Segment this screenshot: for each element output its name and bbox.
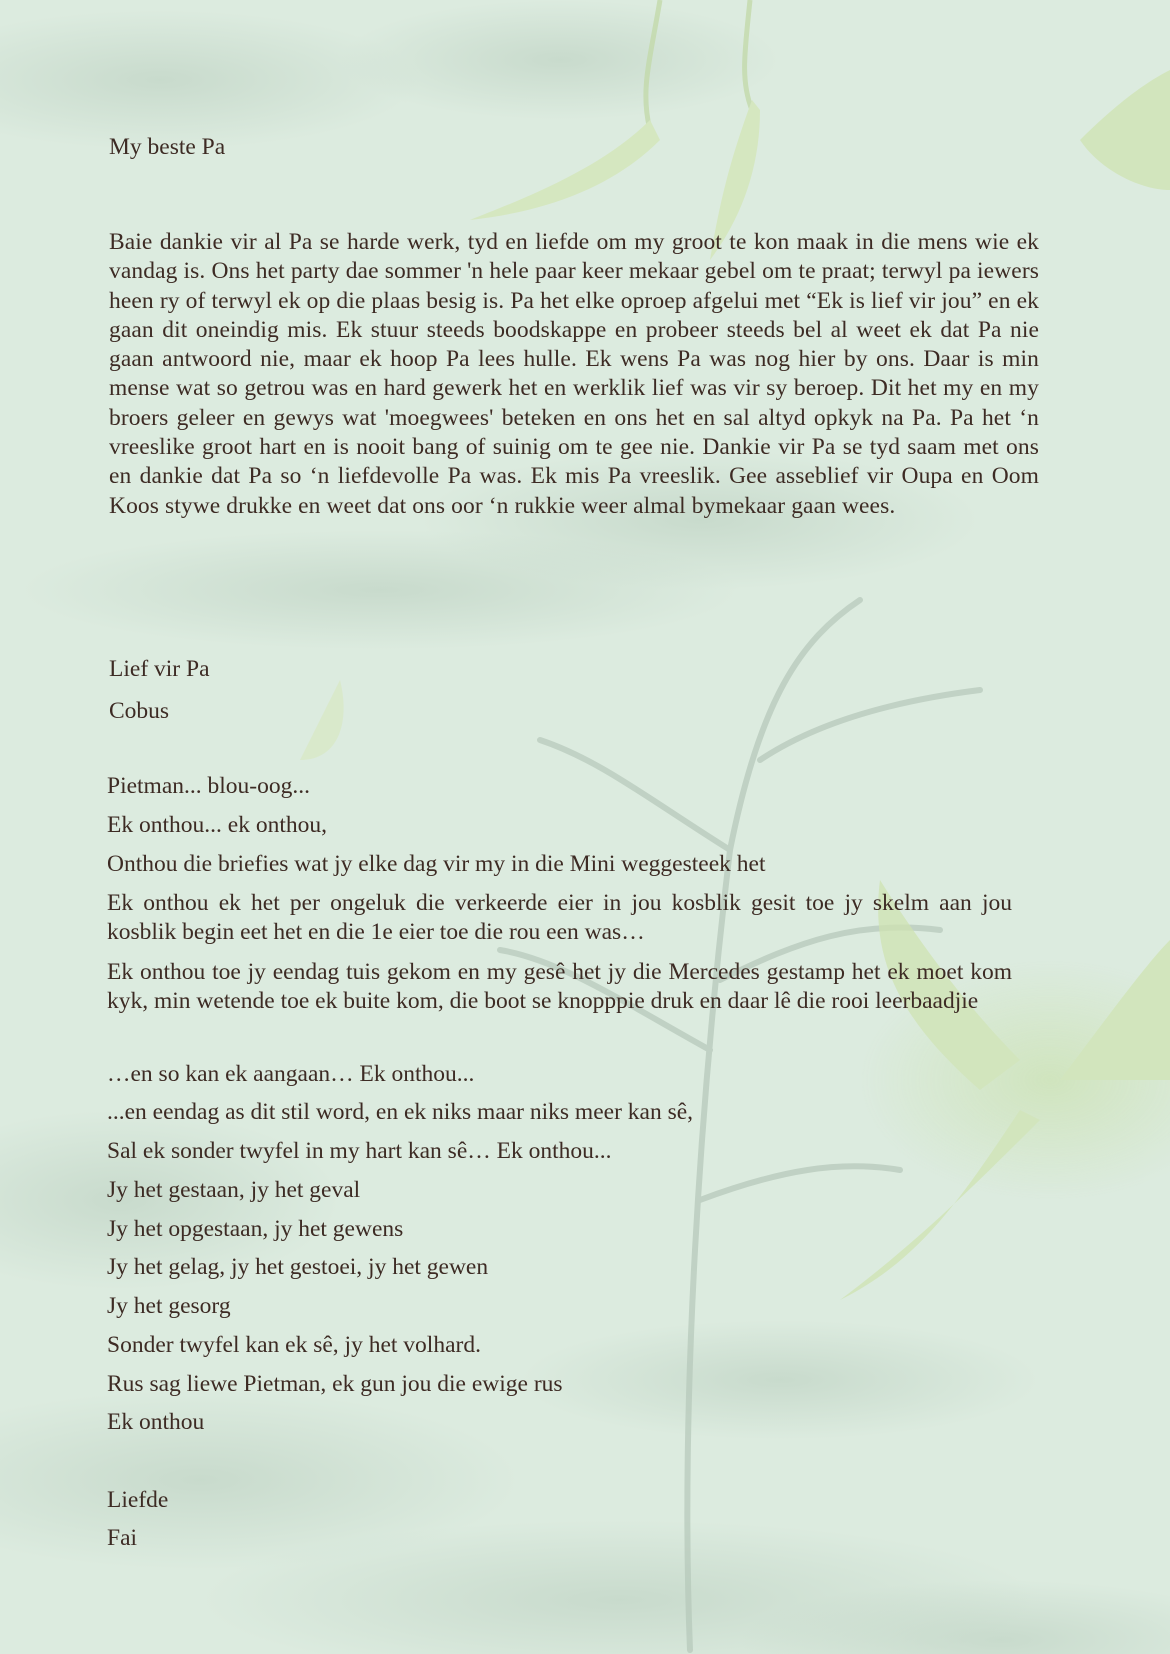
poem-line: Jy het gestaan, jy het geval bbox=[107, 1177, 361, 1203]
letter1-closing: Lief vir Pa bbox=[109, 656, 210, 682]
poem-line: Jy het gesorg bbox=[107, 1293, 231, 1319]
letter1-body: Baie dankie vir al Pa se harde werk, tyd en liefde om my groot te kon maak in die mens wie ek vandag is. Ons het party dae sommer 'n hele paar keer mekaar gebel om te praat; terwyl pa iewers heen ry of terwyl ek op die plaas besig is. Pa het elke oproep afgelui met “Ek is lief vir jou” en ek gaan dit oneindig mis. Ek stuur steeds boodskappe en probeer steeds bel al weet ek dat Pa nie gaan antwoord nie, maar ek hoop Pa lees hulle. Ek wens Pa was nog hier by ons. Daar is min mense wat so getrou was en hard gewerk het en werklik lief was vir sy beroep. Dit het my en my broers geleer en gewys wat 'moegwees' beteken en ons het en sal altyd opkyk na Pa. Pa het ‘n vreeslike groot hart en is nooit bang of suinig om te gee nie. Dankie vir Pa se tyd saam met ons en dankie dat Pa so ‘n liefdevolle Pa was. Ek mis Pa vreeslik. Gee asseblief vir Oupa en Oom Koos stywe drukke en weet dat ons oor ‘n rukkie weer almal bymekaar gaan wees. bbox=[109, 229, 1039, 519]
poem-closing: Liefde bbox=[107, 1487, 169, 1513]
poem-line: Jy het gelag, jy het gestoei, jy het gewen bbox=[107, 1254, 489, 1280]
poem-line: Pietman... blou-oog... bbox=[107, 773, 310, 799]
poem-line: Jy het opgestaan, jy het gewens bbox=[107, 1216, 404, 1242]
poem-line: Sonder twyfel kan ek sê, jy het volhard. bbox=[107, 1332, 481, 1358]
poem-line: Sal ek sonder twyfel in my hart kan sê… Ek onthou... bbox=[107, 1138, 612, 1164]
poem-line: Ek onthou... ek onthou, bbox=[107, 812, 327, 838]
poem-line: ...en eendag as dit stil word, en ek niks maar niks meer kan sê, bbox=[107, 1099, 694, 1125]
poem-line: Ek onthou toe jy eendag tuis gekom en my gesê het jy die Mercedes gestamp het ek moet kom kyk, min wetende toe ek buite kom, die boot se knopppie druk en daar lê die rooi leerbaadjie bbox=[107, 959, 1012, 1014]
poem-line: Ek onthou ek het per ongeluk die verkeerde eier in jou kosblik gesit toe jy skelm aan jou kosblik begin eet het en die 1e eier toe die rou een was… bbox=[107, 890, 1012, 945]
poem-line: Ek onthou bbox=[107, 1409, 205, 1435]
letter1-greeting: My beste Pa bbox=[109, 134, 226, 160]
poem-line: Onthou die briefies wat jy elke dag vir my in die Mini weggesteek het bbox=[107, 851, 766, 877]
poem-line: Rus sag liewe Pietman, ek gun jou die ewige rus bbox=[107, 1371, 563, 1397]
poem-line: …en so kan ek aangaan… Ek onthou... bbox=[107, 1061, 475, 1087]
poem-signature: Fai bbox=[107, 1525, 138, 1551]
letter1-signature: Cobus bbox=[109, 698, 170, 724]
